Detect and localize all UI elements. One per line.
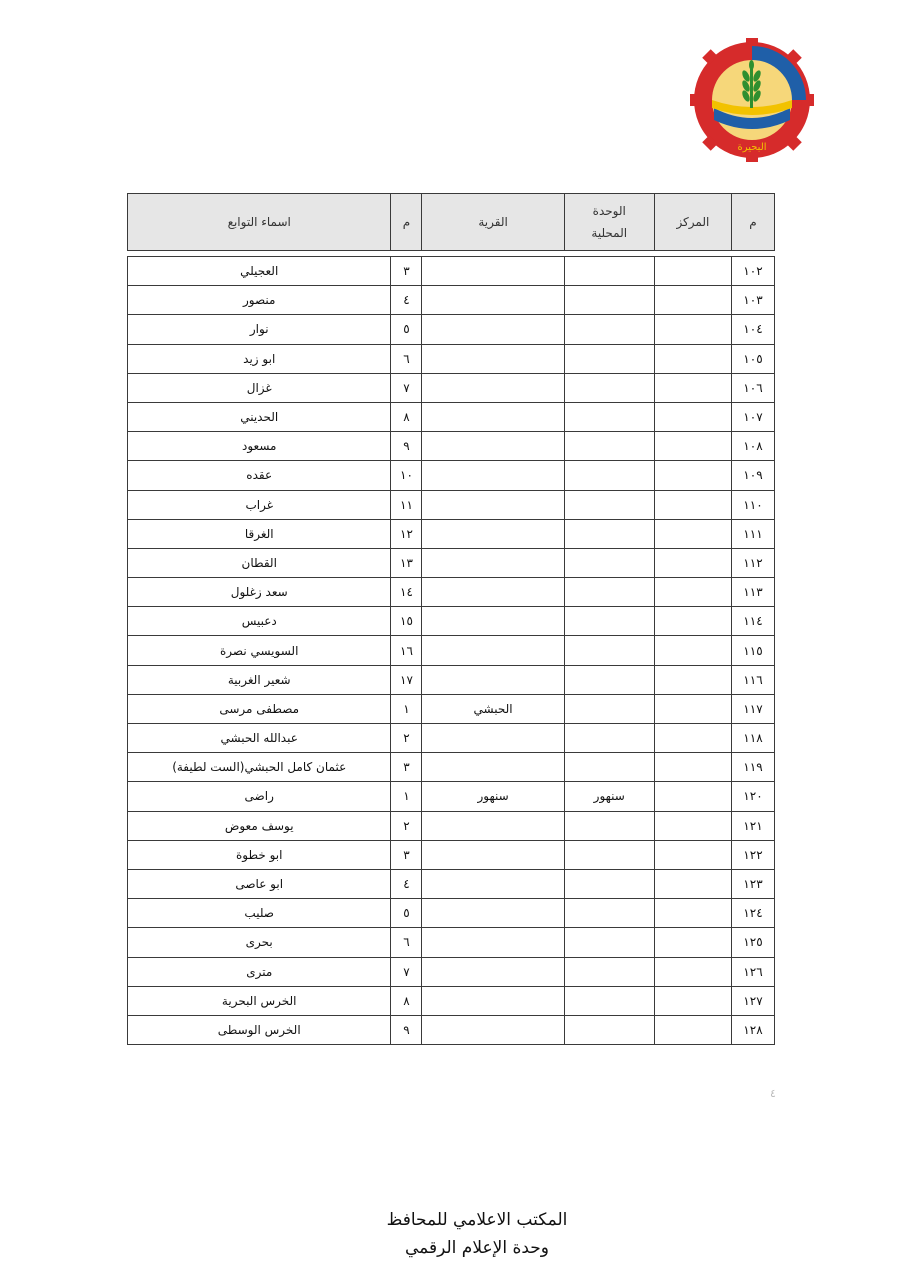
table-row: [128, 869, 775, 898]
cell-name: ابو عاصى: [128, 869, 391, 898]
cell-m: ١٠٢: [731, 257, 774, 286]
table-row: [128, 840, 775, 869]
cell-unit: [564, 1015, 654, 1044]
cell-m: ١١٢: [731, 548, 774, 577]
cell-village: [422, 665, 564, 694]
cell-m: ١٠٩: [731, 461, 774, 490]
cell-n: ٦: [391, 928, 422, 957]
cell-center: [654, 694, 731, 723]
table-row: [128, 607, 775, 636]
cell-village: [422, 578, 564, 607]
cell-name: ابو خطوة: [128, 840, 391, 869]
cell-name: مصطفى مرسى: [128, 694, 391, 723]
table-row: [128, 986, 775, 1015]
cell-n: ١٥: [391, 607, 422, 636]
cell-village: [422, 607, 564, 636]
cell-n: ٤: [391, 869, 422, 898]
cell-center: [654, 957, 731, 986]
cell-center: [654, 286, 731, 315]
cell-n: ٨: [391, 402, 422, 431]
cell-unit: سنهور: [564, 782, 654, 811]
cell-center: [654, 986, 731, 1015]
cell-center: [654, 636, 731, 665]
cell-village: [422, 490, 564, 519]
table-row: [128, 315, 775, 344]
table-row: [128, 782, 775, 811]
table-row: [128, 636, 775, 665]
cell-center: [654, 315, 731, 344]
cell-m: ١٢٣: [731, 869, 774, 898]
cell-village: [422, 257, 564, 286]
cell-village: [422, 928, 564, 957]
cell-n: ٨: [391, 986, 422, 1015]
cell-name: القطان: [128, 548, 391, 577]
cell-center: [654, 869, 731, 898]
cell-n: ٩: [391, 1015, 422, 1044]
cell-name: غزال: [128, 373, 391, 402]
cell-m: ١١٨: [731, 724, 774, 753]
cell-name: غراب: [128, 490, 391, 519]
cell-unit: [564, 957, 654, 986]
cell-unit: [564, 402, 654, 431]
table-row: [128, 724, 775, 753]
cell-village: [422, 519, 564, 548]
cell-m: ١٠٦: [731, 373, 774, 402]
cell-center: [654, 519, 731, 548]
cell-center: [654, 899, 731, 928]
cell-village: [422, 402, 564, 431]
table-row: [128, 928, 775, 957]
cell-unit: [564, 665, 654, 694]
cell-m: ١٢٨: [731, 1015, 774, 1044]
cell-village: [422, 344, 564, 373]
table-row: [128, 402, 775, 431]
cell-unit: [564, 519, 654, 548]
cell-n: ١٤: [391, 578, 422, 607]
header-m: م: [731, 194, 774, 251]
cell-village: [422, 957, 564, 986]
cell-unit: [564, 607, 654, 636]
table-row: [128, 548, 775, 577]
table-row: [128, 344, 775, 373]
villages-table: [127, 193, 775, 1045]
cell-m: ١٠٤: [731, 315, 774, 344]
cell-n: ٧: [391, 373, 422, 402]
cell-unit: [564, 986, 654, 1015]
page-number: ٤: [770, 1087, 776, 1100]
cell-name: منصور: [128, 286, 391, 315]
header-local-unit-label: الوحدة المحلية: [591, 204, 628, 240]
header-center: المركز: [654, 194, 731, 251]
cell-n: ٤: [391, 286, 422, 315]
table-row: [128, 578, 775, 607]
footer-unit: وحدة الإعلام الرقمي: [405, 1238, 549, 1258]
table-row: [128, 490, 775, 519]
cell-village: [422, 724, 564, 753]
cell-village: [422, 986, 564, 1015]
cell-name: السويسي نصرة: [128, 636, 391, 665]
cell-n: ٧: [391, 957, 422, 986]
cell-name: سعد زغلول: [128, 578, 391, 607]
cell-m: ١٠٨: [731, 432, 774, 461]
cell-name: يوسف معوض: [128, 811, 391, 840]
cell-village: [422, 753, 564, 782]
cell-unit: [564, 373, 654, 402]
cell-unit: [564, 753, 654, 782]
cell-n: ٩: [391, 432, 422, 461]
cell-name: الحديني: [128, 402, 391, 431]
cell-m: ١٠٧: [731, 402, 774, 431]
cell-unit: [564, 636, 654, 665]
cell-name: شعير الغربية: [128, 665, 391, 694]
header-village: القرية: [422, 194, 564, 251]
cell-unit: [564, 286, 654, 315]
cell-village: [422, 840, 564, 869]
cell-center: [654, 344, 731, 373]
cell-n: ٥: [391, 315, 422, 344]
cell-unit: [564, 811, 654, 840]
table-row: [128, 753, 775, 782]
cell-m: ١٢٤: [731, 899, 774, 928]
cell-unit: [564, 461, 654, 490]
cell-village: الحبشي: [422, 694, 564, 723]
cell-name: راضى: [128, 782, 391, 811]
cell-n: ٢: [391, 811, 422, 840]
cell-m: ١١٧: [731, 694, 774, 723]
cell-center: [654, 402, 731, 431]
cell-village: [422, 461, 564, 490]
cell-m: ١٢١: [731, 811, 774, 840]
cell-village: [422, 315, 564, 344]
cell-village: [422, 636, 564, 665]
cell-village: [422, 286, 564, 315]
cell-m: ١٠٣: [731, 286, 774, 315]
cell-center: [654, 928, 731, 957]
cell-name: الغرقا: [128, 519, 391, 548]
header-n: م: [391, 194, 422, 251]
cell-m: ١١٠: [731, 490, 774, 519]
cell-n: ٥: [391, 899, 422, 928]
cell-village: [422, 548, 564, 577]
cell-n: ١٣: [391, 548, 422, 577]
table-row: [128, 694, 775, 723]
cell-center: [654, 811, 731, 840]
table-row: [128, 1015, 775, 1044]
cell-village: [422, 811, 564, 840]
cell-m: ١٠٥: [731, 344, 774, 373]
cell-n: ٢: [391, 724, 422, 753]
cell-name: نوار: [128, 315, 391, 344]
cell-center: [654, 782, 731, 811]
table-row: [128, 432, 775, 461]
table-row: [128, 519, 775, 548]
cell-n: ٣: [391, 840, 422, 869]
cell-m: ١٢٢: [731, 840, 774, 869]
cell-center: [654, 257, 731, 286]
cell-n: ٦: [391, 344, 422, 373]
cell-center: [654, 548, 731, 577]
cell-n: ١٧: [391, 665, 422, 694]
cell-unit: [564, 432, 654, 461]
table-row: [128, 257, 775, 286]
table-row: [128, 957, 775, 986]
cell-center: [654, 840, 731, 869]
cell-center: [654, 461, 731, 490]
table-header-row: [128, 194, 775, 251]
cell-m: ١٢٦: [731, 957, 774, 986]
cell-m: ١١٦: [731, 665, 774, 694]
cell-n: ١١: [391, 490, 422, 519]
cell-village: [422, 899, 564, 928]
cell-n: ١٦: [391, 636, 422, 665]
cell-village: [422, 1015, 564, 1044]
cell-name: عثمان كامل الحبشي(الست لطيفة): [128, 753, 391, 782]
cell-center: [654, 753, 731, 782]
logo-text: البحيرة: [737, 142, 767, 153]
cell-unit: [564, 548, 654, 577]
cell-name: مترى: [128, 957, 391, 986]
cell-unit: [564, 840, 654, 869]
cell-m: ١١٤: [731, 607, 774, 636]
cell-m: ١١٣: [731, 578, 774, 607]
cell-unit: [564, 490, 654, 519]
cell-center: [654, 373, 731, 402]
villages-table-container: [127, 193, 775, 1045]
cell-center: [654, 578, 731, 607]
cell-unit: [564, 869, 654, 898]
table-row: [128, 461, 775, 490]
cell-m: ١١٥: [731, 636, 774, 665]
cell-name: الخرس البحرية: [128, 986, 391, 1015]
cell-n: ١٢: [391, 519, 422, 548]
cell-name: عبدالله الحبشي: [128, 724, 391, 753]
cell-center: [654, 432, 731, 461]
cell-name: مسعود: [128, 432, 391, 461]
table-row: [128, 811, 775, 840]
cell-name: بحرى: [128, 928, 391, 957]
cell-name: ابو زيد: [128, 344, 391, 373]
governorate-logo: [690, 38, 814, 162]
cell-n: ١٠: [391, 461, 422, 490]
cell-village: [422, 432, 564, 461]
cell-n: ٣: [391, 753, 422, 782]
cell-village: سنهور: [422, 782, 564, 811]
cell-unit: [564, 928, 654, 957]
cell-center: [654, 490, 731, 519]
cell-m: ١٢٠: [731, 782, 774, 811]
cell-center: [654, 1015, 731, 1044]
cell-name: العجيلي: [128, 257, 391, 286]
cell-name: عقده: [128, 461, 391, 490]
cell-unit: [564, 724, 654, 753]
cell-unit: [564, 344, 654, 373]
cell-center: [654, 724, 731, 753]
cell-unit: [564, 257, 654, 286]
cell-m: ١٢٧: [731, 986, 774, 1015]
cell-unit: [564, 694, 654, 723]
cell-unit: [564, 899, 654, 928]
table-row: [128, 286, 775, 315]
cell-village: [422, 869, 564, 898]
cell-center: [654, 665, 731, 694]
footer-office: المكتب الاعلامي للمحافظ: [386, 1210, 568, 1230]
table-row: [128, 373, 775, 402]
cell-m: ١٢٥: [731, 928, 774, 957]
cell-unit: [564, 578, 654, 607]
cell-n: ١: [391, 694, 422, 723]
cell-name: صليب: [128, 899, 391, 928]
header-names: اسماء التوابع: [128, 194, 391, 251]
cell-n: ٣: [391, 257, 422, 286]
cell-n: ١: [391, 782, 422, 811]
cell-m: ١١١: [731, 519, 774, 548]
cell-name: دعبيس: [128, 607, 391, 636]
table-body: [128, 257, 775, 1045]
cell-village: [422, 373, 564, 402]
table-row: [128, 665, 775, 694]
table-row: [128, 899, 775, 928]
header-local-unit: [564, 194, 654, 251]
cell-m: ١١٩: [731, 753, 774, 782]
cell-unit: [564, 315, 654, 344]
cell-center: [654, 607, 731, 636]
cell-name: الخرس الوسطى: [128, 1015, 391, 1044]
